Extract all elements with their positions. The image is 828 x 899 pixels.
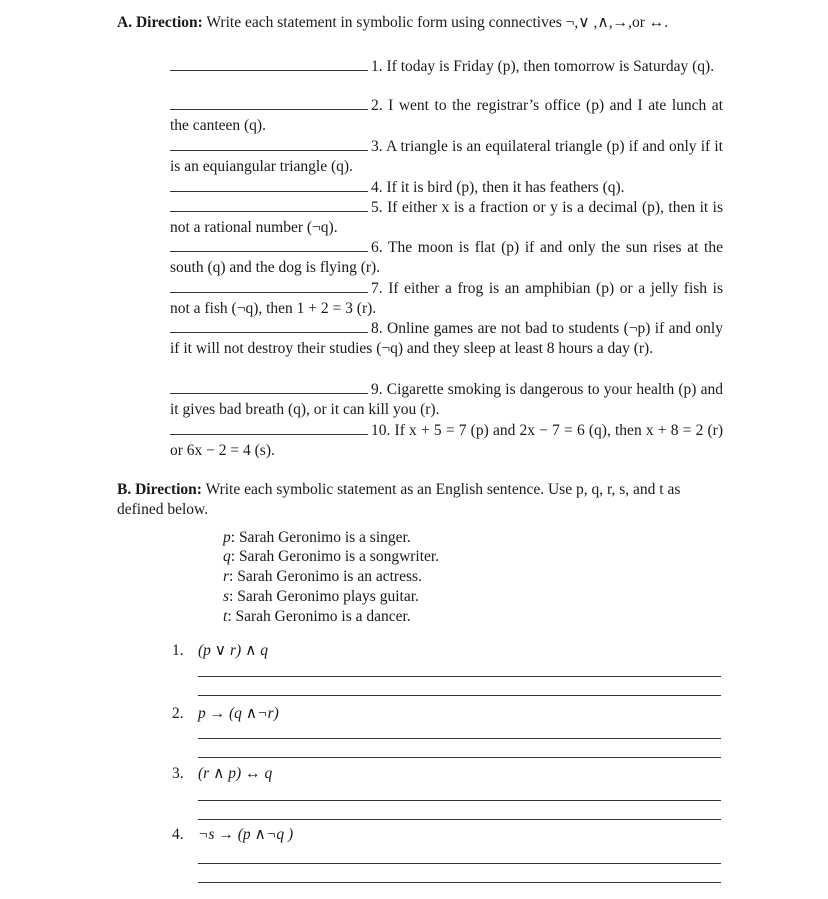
b-question-1	[172, 641, 268, 661]
answer-blank[interactable]	[170, 278, 368, 293]
definition-var: t	[223, 608, 228, 625]
definition-var: p	[223, 529, 231, 546]
section-b-direction	[117, 480, 723, 520]
b-question-4	[172, 825, 293, 845]
answer-blank[interactable]	[170, 95, 368, 110]
answer-blank[interactable]	[170, 420, 368, 435]
a-item-text: 3. A triangle is an equilateral triangle (p) if and only if it is an equiangular triangle (q).	[170, 138, 723, 175]
answer-blank[interactable]	[170, 197, 368, 212]
answer-line[interactable]	[198, 882, 721, 883]
a-item-text: 7. If either a frog is an amphibian (p) or a jelly fish is not a fish (¬q), then 1 + 2 = 3 (r).	[170, 280, 723, 317]
definition-text: Sarah Geronimo is an actress.	[237, 568, 422, 585]
answer-line[interactable]	[198, 676, 721, 677]
section-a-text: Write each statement in symbolic form using connectives ¬,∨ ,∧,→,or ↔.	[206, 14, 669, 31]
definition-var: s	[223, 588, 230, 605]
section-a-label: A. Direction:	[117, 14, 203, 31]
answer-blank[interactable]	[170, 56, 368, 71]
question-number: 3.	[172, 765, 184, 782]
a-item-text: 6. The moon is flat (p) if and only the sun rises at the south (q) and the dog is flying (r).	[170, 239, 723, 276]
question-expression: ¬s → (p ∧¬q )	[198, 826, 294, 843]
definition-t: t: Sarah Geronimo is a dancer.	[223, 608, 411, 625]
definition-text: Sarah Geronimo is a songwriter.	[238, 548, 440, 565]
answer-line[interactable]	[198, 819, 721, 820]
definition-s: s: Sarah Geronimo plays guitar.	[223, 588, 419, 605]
b-question-3	[172, 764, 272, 784]
a-item-text: 1. If today is Friday (p), then tomorrow is Saturday (q).	[371, 58, 715, 75]
a-item-10	[170, 420, 723, 461]
answer-line[interactable]	[198, 695, 721, 696]
definition-var: q	[223, 548, 231, 565]
answer-line[interactable]	[198, 738, 721, 739]
question-expression: p → (q ∧¬r)	[198, 705, 279, 722]
a-item-8	[170, 318, 723, 359]
a-item-9	[170, 379, 723, 420]
answer-blank[interactable]	[170, 318, 368, 333]
definition-text: Sarah Geronimo is a singer.	[238, 529, 411, 546]
a-item-text: 8. Online games are not bad to students (¬p) if and only if it will not destroy their studies (¬q) and they sleep at least 8 hours a day (r).	[170, 320, 723, 357]
a-item-text: 2. I went to the registrar’s office (p) and I ate lunch at the canteen (q).	[170, 97, 723, 134]
a-item-2	[170, 95, 723, 136]
answer-blank[interactable]	[170, 177, 368, 192]
a-item-6	[170, 237, 723, 278]
answer-blank[interactable]	[170, 237, 368, 252]
definition-p: p: Sarah Geronimo is a singer.	[223, 529, 411, 546]
answer-line[interactable]	[198, 800, 721, 801]
a-item-text: 5. If either x is a fraction or y is a decimal (p), then it is not a rational number (¬q).	[170, 199, 723, 236]
question-expression: (p ∨ r) ∧ q	[198, 642, 269, 659]
b-question-2	[172, 704, 279, 724]
a-item-5	[170, 197, 723, 238]
definition-text: Sarah Geronimo plays guitar.	[237, 588, 419, 605]
a-item-4	[170, 177, 723, 198]
section-b-text: Write each symbolic statement as an English sentence. Use p, q, r, s, and t as defined below.	[117, 481, 681, 518]
a-item-7	[170, 278, 723, 319]
section-b-label: B. Direction:	[117, 481, 202, 498]
a-item-3	[170, 136, 723, 177]
definition-var: r	[223, 568, 230, 585]
answer-blank[interactable]	[170, 136, 368, 151]
a-item-1	[170, 56, 723, 77]
question-number: 2.	[172, 705, 184, 722]
answer-blank[interactable]	[170, 379, 368, 394]
a-item-text: 10. If x + 5 = 7 (p) and 2x − 7 = 6 (q), then x + 8 = 2 (r) or 6x − 2 = 4 (s).	[170, 422, 723, 459]
question-number: 1.	[172, 642, 184, 659]
answer-line[interactable]	[198, 863, 721, 864]
answer-line[interactable]	[198, 757, 721, 758]
a-item-text: 4. If it is bird (p), then it has feathers (q).	[371, 179, 625, 196]
question-number: 4.	[172, 826, 184, 843]
section-a-direction	[117, 13, 723, 33]
definition-text: Sarah Geronimo is a dancer.	[235, 608, 411, 625]
definition-r: r: Sarah Geronimo is an actress.	[223, 568, 422, 585]
definition-q: q: Sarah Geronimo is a songwriter.	[223, 548, 440, 565]
a-item-text: 9. Cigarette smoking is dangerous to your health (p) and it gives bad breath (q), or it can kill you (r).	[170, 381, 723, 418]
question-expression: (r ∧ p) ↔ q	[198, 765, 273, 782]
